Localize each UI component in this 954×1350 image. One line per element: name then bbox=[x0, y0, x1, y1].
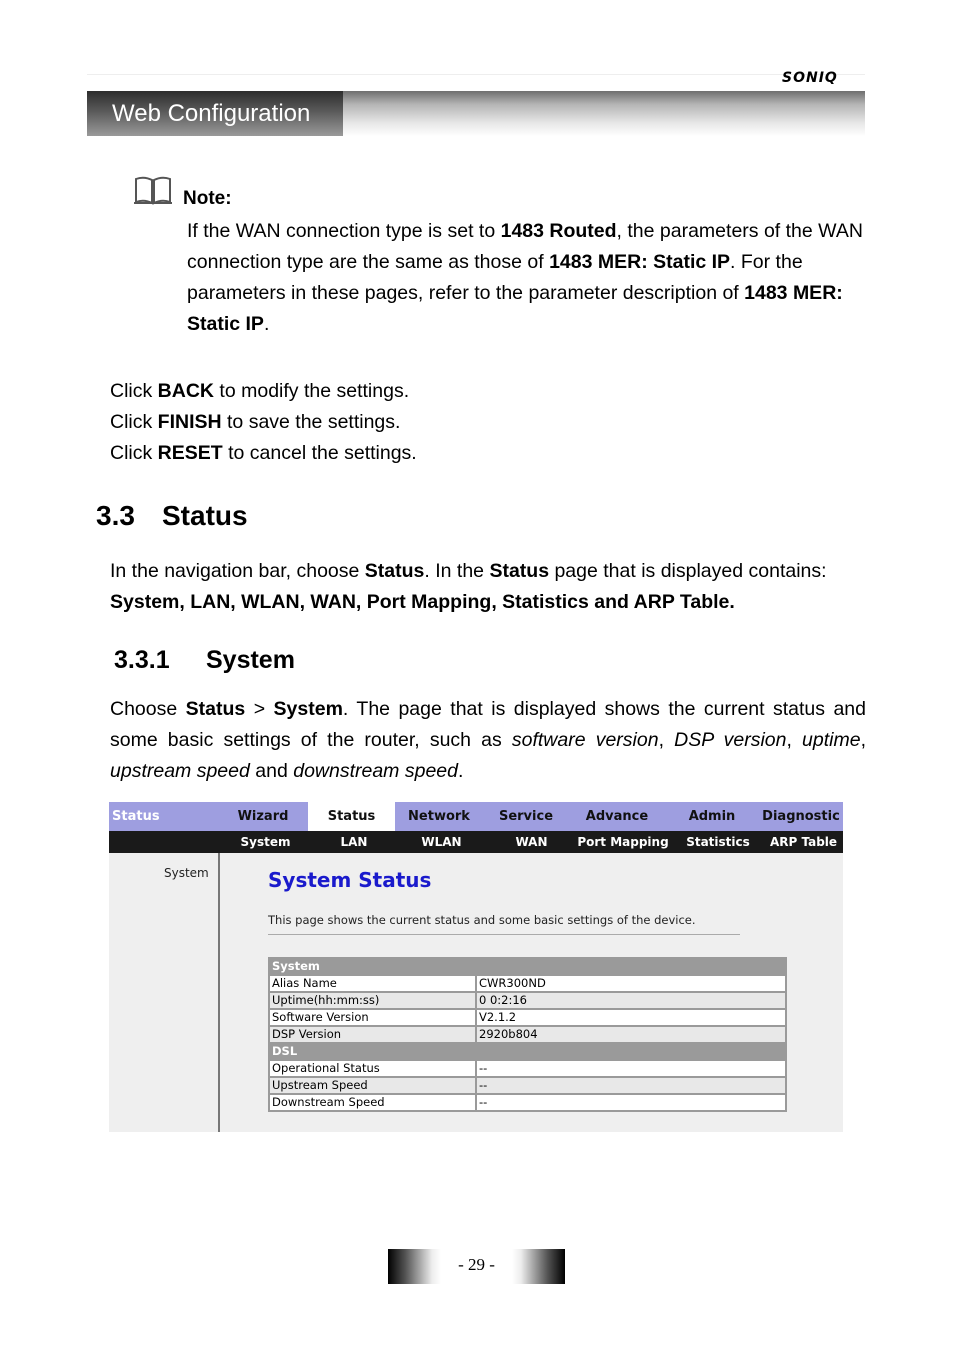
text-run: , bbox=[860, 729, 866, 751]
tab-advance[interactable]: Advance bbox=[585, 809, 649, 824]
row-value: CWR300ND bbox=[476, 975, 786, 992]
row-value: V2.1.2 bbox=[476, 1009, 786, 1026]
header-rule bbox=[87, 74, 865, 75]
row-key: Uptime(hh:mm:ss) bbox=[269, 992, 476, 1009]
text-run: Status bbox=[364, 560, 425, 582]
section-number: 3.3 bbox=[96, 500, 135, 531]
click-suffix: to cancel the settings. bbox=[222, 442, 417, 464]
tab-network[interactable]: Network bbox=[408, 809, 470, 824]
tab-service[interactable]: Service bbox=[498, 809, 554, 824]
text-run: Choose bbox=[110, 698, 186, 720]
text-run: . The page that is displayed shows the current status and some basic settings of the router, such as bbox=[110, 698, 866, 751]
text-run: DSP version bbox=[674, 729, 787, 751]
text-run: Status bbox=[185, 698, 246, 720]
click-instructions bbox=[110, 376, 417, 469]
row-key: Software Version bbox=[269, 1009, 476, 1026]
text-run: upstream speed bbox=[110, 760, 250, 782]
subsection-heading bbox=[114, 646, 295, 675]
text-run: > bbox=[245, 698, 274, 720]
section-title: Status bbox=[162, 500, 248, 531]
text-run: System bbox=[273, 698, 343, 720]
text-run: . bbox=[457, 760, 464, 782]
click-key: RESET bbox=[157, 442, 223, 464]
divider bbox=[268, 934, 740, 935]
table-section-row bbox=[269, 1043, 786, 1060]
text-run: software version bbox=[511, 729, 659, 751]
subtab-statistics[interactable]: Statistics bbox=[686, 835, 750, 849]
text-run: . bbox=[263, 313, 270, 335]
table-section-row bbox=[269, 958, 786, 975]
row-key: Operational Status bbox=[269, 1060, 476, 1077]
text-run: and bbox=[249, 760, 294, 782]
page-title: System Status bbox=[268, 868, 432, 892]
book-icon bbox=[133, 176, 173, 206]
row-key: Upstream Speed bbox=[269, 1077, 476, 1094]
click-key: FINISH bbox=[157, 411, 222, 433]
text-run: , the parameters of the WAN connection type are the same as those of bbox=[187, 220, 863, 273]
click-line bbox=[110, 376, 417, 407]
section-heading bbox=[96, 500, 248, 532]
page-number: - 29 - bbox=[458, 1255, 495, 1274]
tab-wizard[interactable]: Wizard bbox=[237, 809, 289, 824]
section-header-title: Web Configuration bbox=[112, 100, 311, 127]
row-value: -- bbox=[476, 1094, 786, 1111]
text-run: uptime bbox=[802, 729, 861, 751]
text-run: System, LAN, WLAN, WAN, Port Mapping, Statistics and ARP Table. bbox=[110, 591, 735, 613]
row-value: 2920b804 bbox=[476, 1026, 786, 1043]
row-key: DSP Version bbox=[269, 1026, 476, 1043]
table-row bbox=[269, 1060, 786, 1077]
text-run: . In the bbox=[424, 560, 490, 582]
text-run: page that is displayed contains: bbox=[549, 560, 827, 582]
text-run: Status bbox=[489, 560, 550, 582]
text-run: 1483 MER: Static IP bbox=[187, 282, 843, 335]
click-line bbox=[110, 407, 417, 438]
click-key: BACK bbox=[157, 380, 215, 402]
sub-nav bbox=[109, 831, 843, 853]
subsection-paragraph bbox=[110, 694, 866, 787]
row-value: 0 0:2:16 bbox=[476, 992, 786, 1009]
nav-section-label: Status bbox=[112, 809, 160, 824]
row-key: Alias Name bbox=[269, 975, 476, 992]
row-value: -- bbox=[476, 1060, 786, 1077]
subtab-lan[interactable]: LAN bbox=[340, 835, 368, 849]
table-row bbox=[269, 992, 786, 1009]
text-run: . For the parameters in these pages, refer to the parameter description of bbox=[187, 251, 803, 304]
subsection-title: System bbox=[206, 646, 295, 674]
row-key: Downstream Speed bbox=[269, 1094, 476, 1111]
text-run: If the WAN connection type is set to bbox=[187, 220, 501, 242]
tab-status[interactable]: Status bbox=[308, 802, 395, 831]
click-prefix: Click bbox=[110, 411, 158, 433]
text-run: , bbox=[658, 729, 675, 751]
router-screenshot bbox=[109, 802, 843, 1132]
click-prefix: Click bbox=[110, 442, 158, 464]
sidebar-item-system[interactable]: System bbox=[164, 866, 209, 880]
click-line bbox=[110, 438, 417, 469]
section-label: DSL bbox=[269, 1043, 786, 1060]
page-description: This page shows the current status and some basic settings of the device. bbox=[268, 913, 696, 927]
click-suffix: to modify the settings. bbox=[214, 380, 410, 402]
brand-logo: SONIQ bbox=[782, 70, 838, 86]
row-value: -- bbox=[476, 1077, 786, 1094]
table-row bbox=[269, 975, 786, 992]
status-table bbox=[268, 957, 787, 1112]
click-prefix: Click bbox=[110, 380, 158, 402]
subtab-arp-table[interactable]: ARP Table bbox=[769, 835, 838, 849]
table-row bbox=[269, 1094, 786, 1111]
table-row bbox=[269, 1026, 786, 1043]
subtab-wlan[interactable]: WLAN bbox=[421, 835, 462, 849]
section-label: System bbox=[269, 958, 786, 975]
text-run: 1483 Routed bbox=[500, 220, 617, 242]
text-run: , bbox=[786, 729, 803, 751]
tab-admin[interactable]: Admin bbox=[688, 809, 736, 824]
text-run: downstream speed bbox=[293, 760, 458, 782]
subtab-system[interactable]: System bbox=[240, 835, 291, 849]
main-nav bbox=[109, 802, 843, 831]
table-row bbox=[269, 1077, 786, 1094]
tab-diagnostic[interactable]: Diagnostic bbox=[762, 809, 840, 824]
subsection-number: 3.3.1 bbox=[114, 646, 170, 674]
section-paragraph bbox=[110, 556, 870, 618]
subtab-port-mapping[interactable]: Port Mapping bbox=[577, 835, 669, 849]
click-suffix: to save the settings. bbox=[221, 411, 401, 433]
text-run: In the navigation bar, choose bbox=[110, 560, 365, 582]
note-text bbox=[187, 216, 867, 340]
sidebar-divider bbox=[218, 853, 220, 1132]
text-run: 1483 MER: Static IP bbox=[549, 251, 731, 273]
table-row bbox=[269, 1009, 786, 1026]
subtab-wan[interactable]: WAN bbox=[515, 835, 548, 849]
note-label: Note: bbox=[183, 188, 232, 209]
